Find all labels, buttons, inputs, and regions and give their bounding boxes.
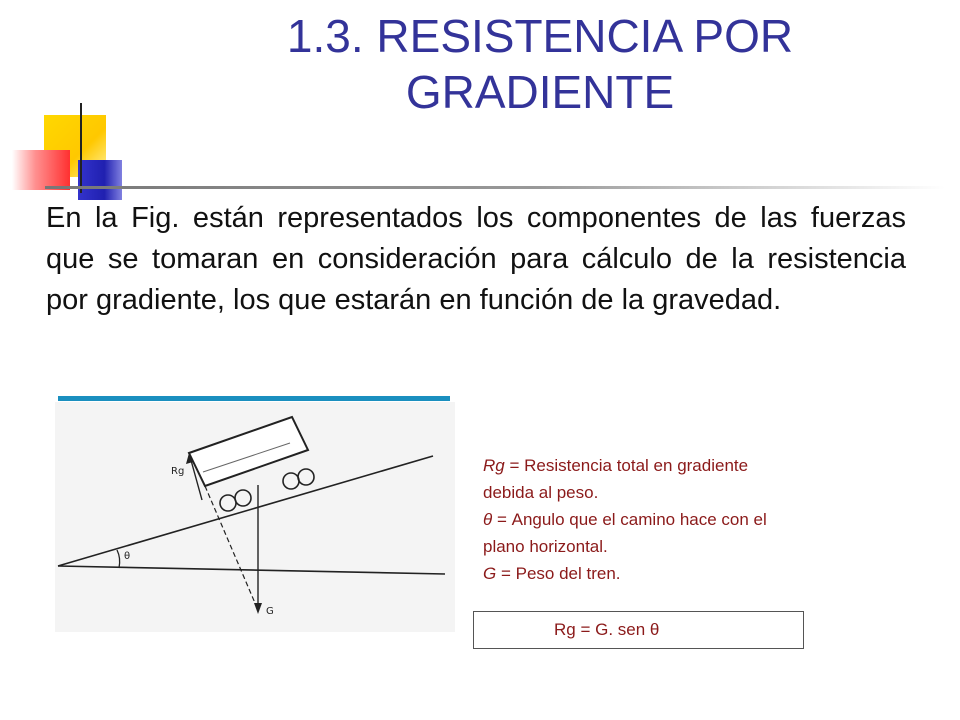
theta-definition-cont: plano horizontal. [483, 537, 608, 556]
rg-definition-cont: debida al peso. [483, 483, 599, 502]
decor-blue-square [78, 160, 122, 200]
g-figure-label: G [266, 606, 274, 617]
decor-red-square [12, 150, 70, 190]
formula-text: Rg = G. sen θ [554, 620, 660, 639]
theta-symbol: θ [483, 510, 493, 529]
theta-figure-label: θ [124, 551, 131, 562]
rg-figure-label: Rg [171, 466, 185, 477]
slide-title: 1.3. RESISTENCIA POR GRADIENTE [286, 10, 794, 118]
incline-diagram [55, 402, 455, 632]
figure-top-bar [58, 396, 450, 401]
decor-vertical-line [80, 103, 82, 193]
rg-definition: = Resistencia total en gradiente [504, 456, 749, 475]
g-definition: = Peso del tren. [496, 564, 621, 583]
theta-definition: = Angulo que el camino hace con el [492, 510, 767, 529]
intro-paragraph: En la Fig. están representados los componentes de las fuerzas que se tomaran en consideración para cálculo de la resistencia por gradiente, los que estarán en función de la gravedad. [46, 202, 906, 316]
g-symbol: G [483, 564, 497, 583]
formula-box [473, 611, 804, 649]
title-divider [45, 186, 945, 189]
rg-symbol: Rg [483, 456, 505, 475]
legend-line-theta [483, 506, 903, 533]
legend-line-g [483, 560, 903, 587]
legend-line-rg [483, 452, 903, 479]
legend [483, 452, 903, 587]
